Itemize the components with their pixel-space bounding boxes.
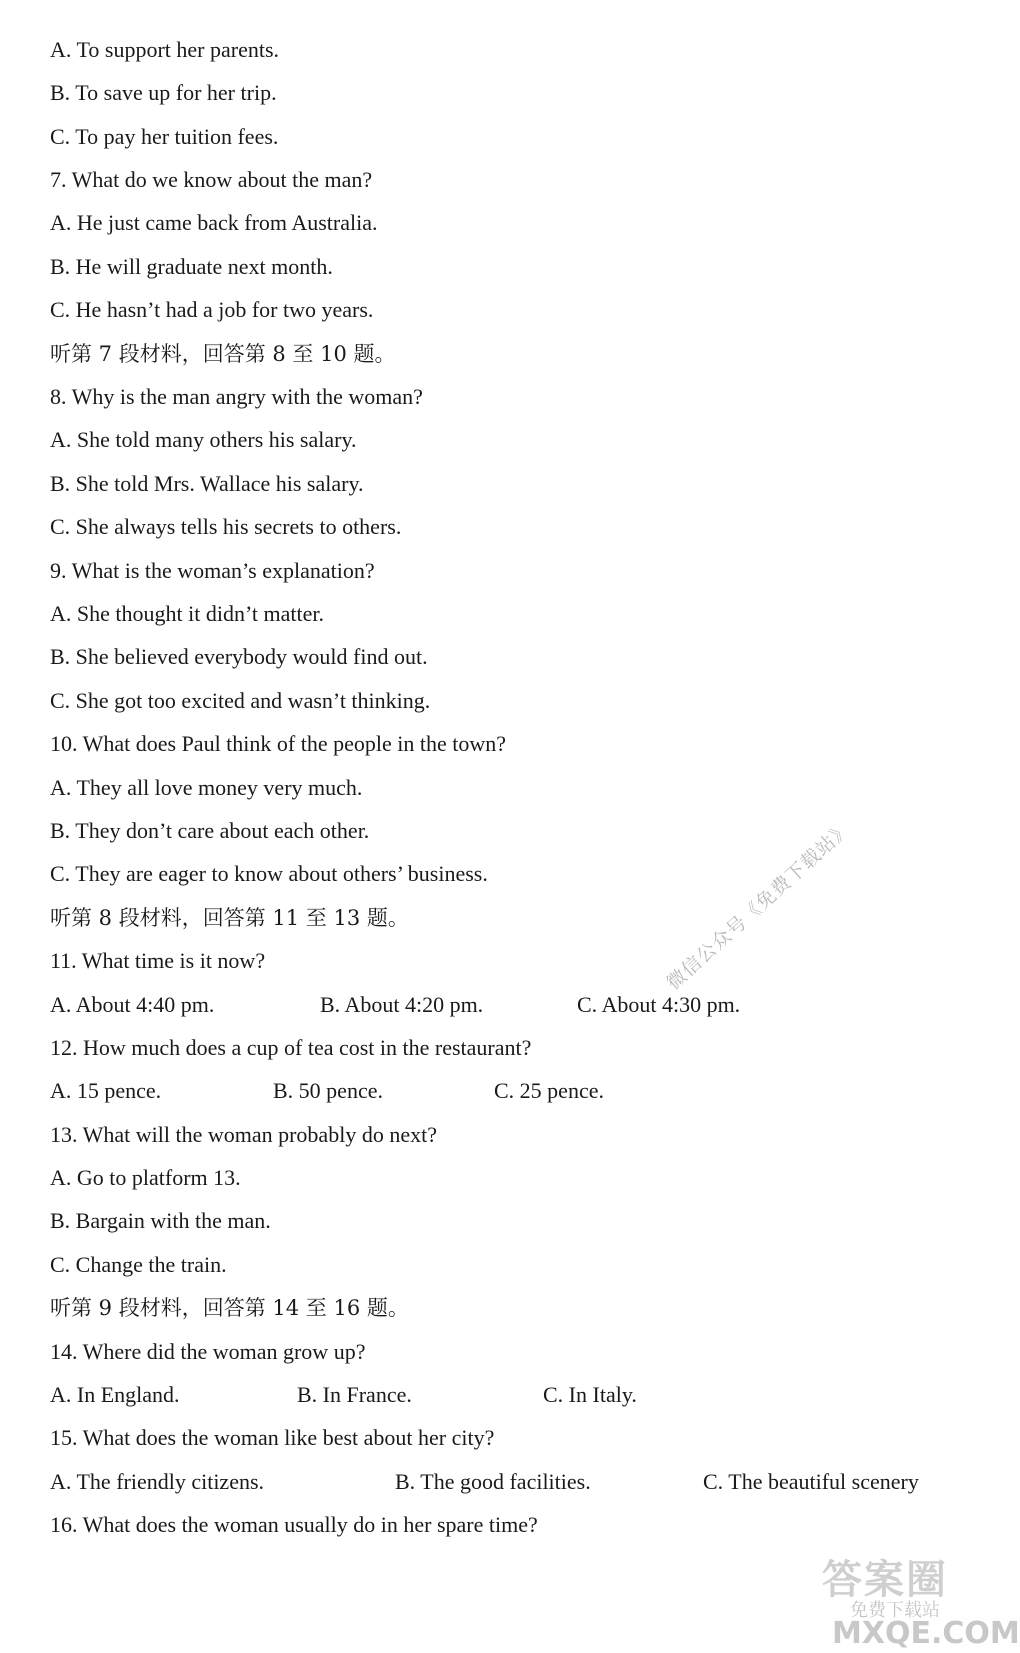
section-heading-7: 听第 7 段材料，回答第 8 至 10 题。 xyxy=(50,342,396,366)
question-9: 9. What is the woman’s explanation? xyxy=(50,558,375,583)
question-11: 11. What time is it now? xyxy=(50,948,266,973)
question-15: 15. What does the woman like best about her city? xyxy=(50,1425,495,1450)
logo-bottom-text: MXQE.COM xyxy=(832,1616,1020,1651)
option-8c: C. She always tells his secrets to others. xyxy=(50,514,402,539)
option-15b: B. The good facilities. xyxy=(395,1469,591,1494)
option-12a: A. 15 pence. xyxy=(50,1078,162,1103)
option-10b: B. They don’t care about each other. xyxy=(50,818,370,843)
option-15c: C. The beautiful scenery xyxy=(703,1469,919,1494)
logo-middle-text: 免费下载站 xyxy=(850,1600,940,1621)
option-6b: B. To save up for her trip. xyxy=(50,80,277,105)
option-6a: A. To support her parents. xyxy=(50,37,280,62)
section-heading-8: 听第 8 段材料，回答第 11 至 13 题。 xyxy=(50,906,409,930)
option-11b: B. About 4:20 pm. xyxy=(320,992,484,1017)
option-9b: B. She believed everybody would find out. xyxy=(50,644,428,669)
option-9a: A. She thought it didn’t matter. xyxy=(50,601,324,626)
logo-top-text: 答案圈 xyxy=(822,1557,948,1603)
option-10c: C. They are eager to know about others’ business. xyxy=(50,861,488,886)
question-10: 10. What does Paul think of the people in the town? xyxy=(50,731,507,756)
option-11c: C. About 4:30 pm. xyxy=(577,992,741,1017)
option-12b: B. 50 pence. xyxy=(273,1078,383,1103)
option-10a: A. They all love money very much. xyxy=(50,775,363,800)
option-11a: A. About 4:40 pm. xyxy=(50,992,215,1017)
option-8a: A. She told many others his salary. xyxy=(50,427,357,452)
option-14c: C. In Italy. xyxy=(543,1382,637,1407)
option-12c: C. 25 pence. xyxy=(494,1078,604,1103)
question-7: 7. What do we know about the man? xyxy=(50,167,373,192)
question-8: 8. Why is the man angry with the woman? xyxy=(50,384,423,409)
option-13c: C. Change the train. xyxy=(50,1252,227,1277)
option-15a: A. The friendly citizens. xyxy=(50,1469,265,1494)
question-12: 12. How much does a cup of tea cost in the restaurant? xyxy=(50,1035,532,1060)
option-9c: C. She got too excited and wasn’t thinking. xyxy=(50,688,431,713)
question-13: 13. What will the woman probably do next? xyxy=(50,1122,437,1147)
option-13b: B. Bargain with the man. xyxy=(50,1208,271,1233)
option-7b: B. He will graduate next month. xyxy=(50,254,333,279)
watermark-text: 微信公众号《免费下载站》 xyxy=(662,817,856,995)
option-7a: A. He just came back from Australia. xyxy=(50,210,378,235)
question-16: 16. What does the woman usually do in her spare time? xyxy=(50,1512,538,1537)
option-8b: B. She told Mrs. Wallace his salary. xyxy=(50,471,364,496)
option-7c: C. He hasn’t had a job for two years. xyxy=(50,297,374,322)
option-14a: A. In England. xyxy=(50,1382,180,1407)
option-13a: A. Go to platform 13. xyxy=(50,1165,241,1190)
option-14b: B. In France. xyxy=(297,1382,412,1407)
option-6c: C. To pay her tuition fees. xyxy=(50,124,279,149)
section-heading-9: 听第 9 段材料，回答第 14 至 16 题。 xyxy=(50,1296,409,1320)
site-logo xyxy=(810,1548,1020,1653)
question-14: 14. Where did the woman grow up? xyxy=(50,1339,366,1364)
